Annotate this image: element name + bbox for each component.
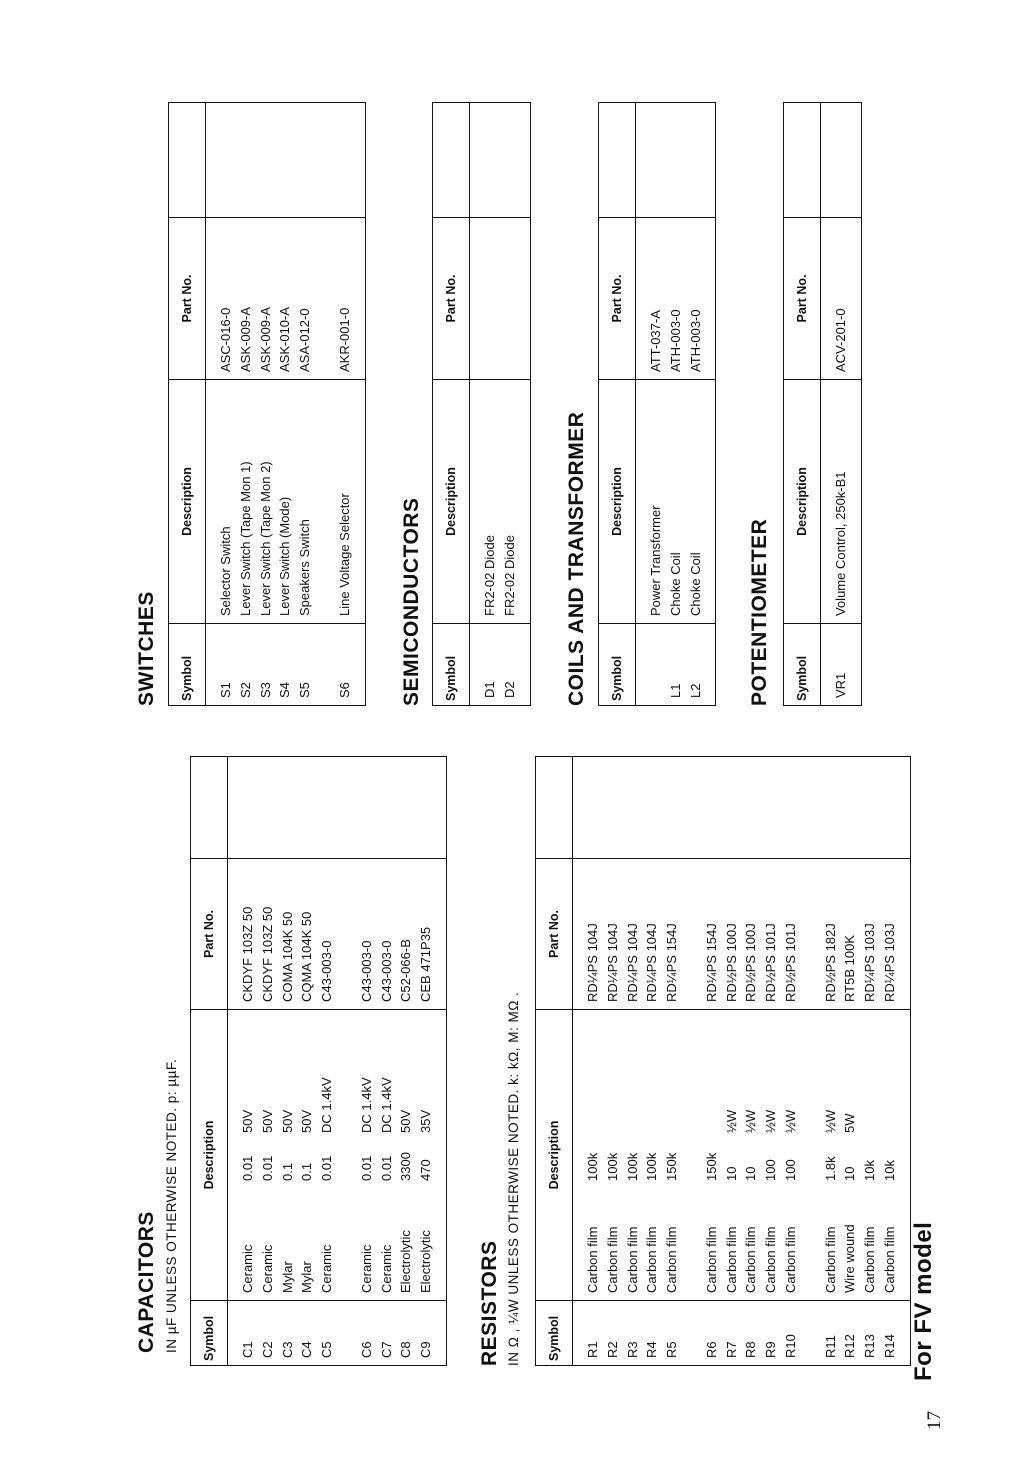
type-cell: Mylar xyxy=(279,1261,295,1293)
type-cell: Ceramic xyxy=(319,1244,335,1293)
symbol-cell: S6 xyxy=(336,682,352,698)
description-cell xyxy=(278,1010,298,1293)
part-no-column xyxy=(573,859,911,1010)
part-no-cell: COMA 104K 50 xyxy=(279,911,295,1002)
header-blank xyxy=(169,103,206,218)
part-no-cell: RD¼PS 103J xyxy=(862,923,878,1002)
value-cell: 10 xyxy=(842,1166,858,1181)
value-cell: 10k xyxy=(881,1160,897,1181)
description-text: FR2-02 Diode xyxy=(482,535,497,616)
symbol-cell: R9 xyxy=(763,1341,779,1358)
resistors-table xyxy=(535,756,911,1366)
part-no-cell: ATH-003-0 xyxy=(667,309,683,372)
header-symbol: Symbol xyxy=(784,624,821,706)
part-no-cell: C43-003-0 xyxy=(358,940,374,1002)
part-no-cell: ASK-009-A xyxy=(237,306,253,372)
type-cell: Carbon film xyxy=(782,1226,798,1293)
description-column xyxy=(228,1010,447,1301)
symbol-cell: C4 xyxy=(299,1341,315,1358)
type-cell: Ceramic xyxy=(240,1244,255,1293)
description-column xyxy=(821,380,862,624)
description-text: Line Voltage Selector xyxy=(336,493,352,616)
type-cell: Carbon film xyxy=(862,1226,878,1293)
symbol-cell: R12 xyxy=(842,1334,858,1358)
symbol-cell: D1 xyxy=(482,681,497,698)
rating-cell: DC 1.4kV xyxy=(378,1077,394,1133)
type-cell: Carbon film xyxy=(664,1226,680,1293)
symbol-cell: D2 xyxy=(501,681,517,698)
part-no-cell: RD¼PS 154J xyxy=(703,923,719,1002)
part-no-cell: RD¼PS 104J xyxy=(604,923,620,1002)
group-gap xyxy=(337,859,357,1002)
description-text: Power Transformer xyxy=(648,505,663,616)
value-cell: 10k xyxy=(862,1160,878,1181)
symbol-cell xyxy=(646,624,666,698)
symbol-cell: C9 xyxy=(418,1341,434,1358)
resistors-note: IN Ω , ¼W UNLESS OTHERWISE NOTED. k: kΩ, M: MΩ . xyxy=(506,991,521,1366)
description-cell xyxy=(666,380,686,616)
switches-table xyxy=(168,102,366,706)
model-title: For FV model xyxy=(910,1221,937,1381)
value-cell: 10 xyxy=(723,1166,739,1181)
type-cell: Carbon film xyxy=(822,1226,838,1293)
value-cell: 100k xyxy=(644,1152,660,1181)
symbol-cell: S3 xyxy=(257,682,273,698)
description-column xyxy=(470,380,531,624)
description-cell xyxy=(646,380,666,616)
part-no-cell: CKDYF 103Z 50 xyxy=(259,906,275,1002)
header-description: Description xyxy=(191,1010,228,1301)
value-cell: 100k xyxy=(624,1152,640,1181)
symbol-cell: R8 xyxy=(743,1341,759,1358)
symbol-cell: C1 xyxy=(240,1341,255,1358)
part-no-cell: ACV-201-0 xyxy=(833,308,848,372)
symbol-cell: S2 xyxy=(237,682,253,698)
table-body-row xyxy=(573,757,911,1366)
rating-cell: 50V xyxy=(259,1109,275,1133)
rating-cell: DC 1.4kV xyxy=(358,1077,374,1133)
type-cell: Carbon film xyxy=(624,1226,640,1293)
part-no-cell: AKR-001-0 xyxy=(336,307,352,372)
capacitors-title: CAPACITORS xyxy=(135,1211,158,1353)
symbol-cell: R11 xyxy=(822,1335,838,1358)
header-blank xyxy=(784,103,821,218)
header-blank xyxy=(191,757,228,859)
table-header-row xyxy=(599,103,636,706)
description-cell xyxy=(821,1010,841,1293)
description-cell xyxy=(781,1010,801,1293)
symbol-cell: R5 xyxy=(664,1341,680,1358)
description-cell xyxy=(500,380,520,616)
description-column xyxy=(573,1010,911,1301)
description-cell xyxy=(831,380,851,616)
value-cell: 1.8k xyxy=(822,1156,838,1181)
part-no-cell: CEB 471P35 xyxy=(418,926,434,1002)
type-cell: Electrolytic xyxy=(418,1230,434,1293)
rating-cell: ½W xyxy=(782,1109,798,1133)
description-cell xyxy=(860,1010,880,1293)
description-cell xyxy=(295,380,315,616)
group-gap xyxy=(801,1010,821,1293)
part-no-cell: C52-066-B xyxy=(398,939,414,1002)
description-column xyxy=(636,380,716,624)
description-text: Volume Control, 250k-B1 xyxy=(833,471,848,616)
type-cell: Ceramic xyxy=(358,1244,374,1293)
description-cell xyxy=(238,1010,258,1293)
header-part-no: Part No. xyxy=(433,218,470,380)
part-no-cell: RD¼PS 104J xyxy=(585,923,600,1002)
description-cell xyxy=(840,1010,860,1293)
part-no-cell xyxy=(480,218,500,372)
value-cell: 100 xyxy=(782,1159,798,1181)
part-no-cell: CQMA 104K 50 xyxy=(299,911,315,1002)
header-symbol: Symbol xyxy=(599,624,636,706)
group-gap xyxy=(682,859,702,1002)
part-no-cell: RT5B 100K xyxy=(842,935,858,1002)
table-body-row xyxy=(636,103,716,706)
value-cell: 0.01 xyxy=(319,1155,335,1181)
symbol-cell: S1 xyxy=(218,682,233,698)
description-cell xyxy=(236,380,256,616)
description-cell xyxy=(741,1010,761,1293)
description-cell xyxy=(396,1010,416,1293)
header-symbol: Symbol xyxy=(433,624,470,706)
blank-column xyxy=(470,103,531,218)
part-no-column xyxy=(636,218,716,380)
semiconductors-table xyxy=(432,102,531,706)
part-no-cell: ASK-009-A xyxy=(257,306,273,372)
header-description: Description xyxy=(433,380,470,624)
type-cell: Carbon film xyxy=(723,1226,739,1293)
type-cell: Carbon film xyxy=(604,1226,620,1293)
part-no-cell: ASK-010-A xyxy=(277,306,293,372)
blank-column xyxy=(821,103,862,218)
table-header-row xyxy=(169,103,206,706)
description-cell xyxy=(623,1010,643,1293)
group-gap xyxy=(337,1010,357,1293)
description-cell xyxy=(377,1010,397,1293)
value-cell: 0.1 xyxy=(279,1162,295,1181)
part-no-cell: RD½PS 182J xyxy=(822,923,838,1002)
description-text: Lever Switch (Tape Mon 2) xyxy=(257,461,273,616)
description-cell xyxy=(761,1010,781,1293)
symbol-cell: C6 xyxy=(358,1341,374,1358)
part-no-cell: RD¼PS 154J xyxy=(664,923,680,1002)
value-cell: 100k xyxy=(585,1152,600,1181)
description-cell xyxy=(480,380,500,616)
value-cell: 0.01 xyxy=(358,1155,374,1181)
table-header-row xyxy=(784,103,821,706)
header-description: Description xyxy=(536,1010,573,1301)
header-blank xyxy=(433,103,470,218)
symbol-cell: R3 xyxy=(624,1341,640,1358)
group-gap xyxy=(801,1301,821,1358)
part-no-cell: CKDYF 103Z 50 xyxy=(240,906,255,1002)
resistors-title: RESISTORS xyxy=(478,1240,501,1366)
table-body-row xyxy=(470,103,531,706)
value-cell: 470 xyxy=(418,1159,434,1181)
rating-cell: 35V xyxy=(418,1109,434,1133)
type-cell: Carbon film xyxy=(703,1226,719,1293)
description-cell xyxy=(216,380,236,616)
type-cell: Ceramic xyxy=(378,1244,394,1293)
description-cell xyxy=(357,1010,377,1293)
value-cell: 3300 xyxy=(398,1152,414,1181)
type-cell: Ceramic xyxy=(259,1244,275,1293)
group-gap xyxy=(315,624,335,698)
group-gap xyxy=(682,1301,702,1358)
group-gap xyxy=(682,1010,702,1293)
table-body-row xyxy=(206,103,366,706)
value-cell: 0.1 xyxy=(299,1162,315,1181)
symbol-column xyxy=(228,1301,447,1366)
description-cell xyxy=(642,1010,662,1293)
rating-cell: 50V xyxy=(299,1109,315,1133)
header-part-no: Part No. xyxy=(599,218,636,380)
description-text: FR2-02 Diode xyxy=(501,535,517,616)
part-no-cell: RD½PS 100J xyxy=(743,923,759,1002)
symbol-cell: L1 xyxy=(667,683,683,698)
type-cell: Electrolytic xyxy=(398,1230,414,1293)
header-symbol: Symbol xyxy=(191,1301,228,1366)
potentiometer-table xyxy=(783,102,862,706)
part-no-cell: RD½PS 100J xyxy=(723,923,739,1002)
symbol-cell: C5 xyxy=(319,1341,335,1358)
part-no-column xyxy=(470,218,531,380)
rating-cell: ½W xyxy=(822,1109,838,1133)
rating-cell: 50V xyxy=(240,1109,255,1133)
semiconductors-title: SEMICONDUCTORS xyxy=(400,497,423,706)
value-cell: 0.01 xyxy=(378,1155,394,1181)
header-symbol: Symbol xyxy=(536,1301,573,1366)
header-part-no: Part No. xyxy=(784,218,821,380)
blank-column xyxy=(228,757,447,859)
symbol-column xyxy=(206,624,366,706)
description-cell xyxy=(297,1010,317,1293)
part-no-column xyxy=(228,859,447,1010)
header-description: Description xyxy=(784,380,821,624)
symbol-cell: C2 xyxy=(259,1341,275,1358)
header-blank xyxy=(536,757,573,859)
part-no-cell: C43-003-0 xyxy=(319,940,335,1002)
capacitors-note: IN µF UNLESS OTHERWISE NOTED. p: µµF. xyxy=(164,1058,179,1353)
type-cell: Carbon film xyxy=(881,1226,897,1293)
description-cell xyxy=(880,1010,900,1293)
coils-table xyxy=(598,102,716,706)
part-no-cell: ASC-016-0 xyxy=(218,307,233,372)
description-cell xyxy=(662,1010,682,1293)
part-no-cell: RD½PS 101J xyxy=(782,923,798,1002)
description-cell xyxy=(416,1010,436,1293)
description-text: Choke Coil xyxy=(687,552,703,616)
switches-title: SWITCHES xyxy=(135,591,158,706)
description-cell xyxy=(256,380,276,616)
table-header-row xyxy=(433,103,470,706)
blank-column xyxy=(573,757,911,859)
symbol-column xyxy=(573,1301,911,1366)
symbol-cell: VR1 xyxy=(833,672,848,698)
rating-cell: ½W xyxy=(723,1109,739,1133)
blank-column xyxy=(636,103,716,218)
group-gap xyxy=(337,1301,357,1358)
description-cell xyxy=(335,380,355,616)
header-part-no: Part No. xyxy=(169,218,206,380)
symbol-column xyxy=(821,624,862,706)
part-no-cell: RD¼PS 104J xyxy=(644,923,660,1002)
description-text: Selector Switch xyxy=(218,526,233,616)
coils-title: COILS AND TRANSFORMER xyxy=(565,411,588,706)
type-cell: Carbon film xyxy=(585,1226,600,1293)
symbol-cell: C8 xyxy=(398,1341,414,1358)
value-cell: 150k xyxy=(664,1152,680,1181)
description-text: Lever Switch (Mode) xyxy=(277,496,293,616)
part-no-cell: ATH-003-0 xyxy=(687,309,703,372)
potentiometer-title: POTENTIOMETER xyxy=(748,518,771,706)
value-cell: 0.01 xyxy=(259,1155,275,1181)
header-symbol: Symbol xyxy=(169,624,206,706)
description-text: Choke Coil xyxy=(667,552,683,616)
description-column xyxy=(206,380,366,624)
blank-column xyxy=(206,103,366,218)
page-number: 17 xyxy=(924,1411,945,1430)
part-no-cell: ASA-012-0 xyxy=(297,308,313,372)
rating-cell: ½W xyxy=(743,1109,759,1133)
symbol-cell: R13 xyxy=(862,1334,878,1358)
table-header-row xyxy=(536,757,573,1366)
symbol-cell: C3 xyxy=(279,1341,295,1358)
part-no-cell: RD¼PS 104J xyxy=(624,923,640,1002)
symbol-cell: R2 xyxy=(604,1341,620,1358)
symbol-cell: L2 xyxy=(687,683,703,698)
header-part-no: Part No. xyxy=(536,859,573,1010)
part-no-column xyxy=(206,218,366,380)
rating-cell: ½W xyxy=(763,1109,779,1133)
description-cell xyxy=(583,1010,603,1293)
description-cell xyxy=(275,380,295,616)
symbol-cell: R14 xyxy=(881,1334,897,1358)
header-part-no: Part No. xyxy=(191,859,228,1010)
value-cell: 10 xyxy=(743,1166,759,1181)
description-cell xyxy=(722,1010,742,1293)
symbol-cell: R6 xyxy=(703,1341,719,1358)
rating-cell: 50V xyxy=(279,1109,295,1133)
description-cell xyxy=(603,1010,623,1293)
symbol-cell: R4 xyxy=(644,1341,660,1358)
value-cell: 0.01 xyxy=(240,1155,255,1181)
symbol-cell: R10 xyxy=(782,1334,798,1358)
group-gap xyxy=(315,380,335,616)
group-gap xyxy=(315,218,335,372)
header-blank xyxy=(599,103,636,218)
part-no-cell xyxy=(500,218,520,372)
part-no-column xyxy=(821,218,862,380)
symbol-cell: S4 xyxy=(277,682,293,698)
type-cell: Carbon film xyxy=(644,1226,660,1293)
header-description: Description xyxy=(169,380,206,624)
rating-cell: 50V xyxy=(398,1109,414,1133)
part-no-cell: RD¼PS 103J xyxy=(881,923,897,1002)
symbol-cell: S5 xyxy=(297,682,313,698)
description-cell xyxy=(258,1010,278,1293)
rating-cell: DC 1.4kV xyxy=(319,1077,335,1133)
part-no-cell: RD½PS 101J xyxy=(763,923,779,1002)
description-cell xyxy=(317,1010,337,1293)
table-header-row xyxy=(191,757,228,1366)
value-cell: 150k xyxy=(703,1152,719,1181)
description-text: Lever Switch (Tape Mon 1) xyxy=(237,461,253,616)
symbol-cell: R1 xyxy=(585,1341,600,1358)
symbol-column xyxy=(636,624,716,706)
type-cell: Carbon film xyxy=(743,1226,759,1293)
type-cell: Carbon film xyxy=(763,1226,779,1293)
type-cell: Wire wound xyxy=(842,1224,858,1293)
part-no-cell: ATT-037-A xyxy=(648,310,663,372)
table-body-row xyxy=(228,757,447,1366)
header-description: Description xyxy=(599,380,636,624)
table-body-row xyxy=(821,103,862,706)
part-no-cell: C43-003-0 xyxy=(378,940,394,1002)
description-text: Speakers Switch xyxy=(297,519,313,616)
symbol-cell: R7 xyxy=(723,1341,739,1358)
description-cell xyxy=(686,380,706,616)
capacitors-table xyxy=(190,756,447,1366)
value-cell: 100k xyxy=(604,1152,620,1181)
symbol-column xyxy=(470,624,531,706)
description-cell xyxy=(702,1010,722,1293)
type-cell: Mylar xyxy=(299,1261,315,1293)
value-cell: 100 xyxy=(763,1159,779,1181)
group-gap xyxy=(801,859,821,1002)
rating-cell: 5W xyxy=(842,1113,858,1133)
symbol-cell: C7 xyxy=(378,1341,394,1358)
